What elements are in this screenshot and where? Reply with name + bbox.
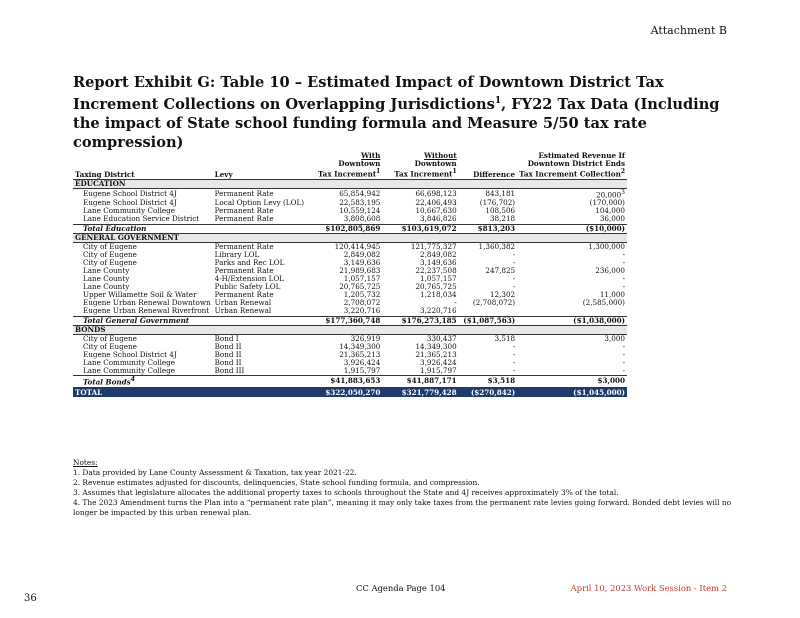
subtotal-without: $103,619,072 (382, 224, 458, 233)
header-with-sup: 1 (376, 168, 381, 176)
header-with-top: With (361, 151, 381, 160)
cell-district: Eugene Urban Renewal Downtown (83, 298, 211, 308)
header-without-sup: 1 (452, 168, 457, 176)
cell-estimated: - (622, 249, 625, 259)
notes-heading: Notes: (73, 458, 98, 467)
header-with-mid: Downtown (338, 159, 381, 169)
cell-levy: Bond II (214, 358, 242, 368)
cell-difference: 108,506 (485, 206, 516, 216)
cell-estimated (517, 307, 627, 316)
cell-district: City of Eugene (83, 257, 137, 267)
cell-with: 21,365,213 (339, 349, 381, 359)
subtotal-difference: $3,518 (459, 376, 517, 388)
cell-district: City of Eugene (83, 249, 137, 259)
cell-without: 121,775,327 (410, 241, 457, 251)
subtotal-label: Total Education (73, 224, 213, 233)
cell-with: 3,808,608 (343, 214, 381, 224)
cell-estimated: - (622, 282, 625, 292)
cell-without: 3,220,716 (420, 306, 457, 316)
cell-with: 120,414,945 (334, 241, 381, 251)
cell-without: 22,237,508 (415, 266, 457, 275)
cell-levy: Permanent Rate (214, 206, 274, 216)
cell-estimated: (170,000) (589, 198, 625, 208)
header-est-top: Estimated Revenue If (538, 151, 625, 160)
cell-without: 20,765,725 (415, 282, 457, 292)
subtotal-levy-empty (213, 316, 306, 325)
cell-with: 3,220,716 (343, 306, 381, 316)
subtotal-label: Total General Government (73, 316, 213, 325)
cell-levy: Permanent Rate (214, 214, 274, 224)
header-without-downtown (382, 152, 458, 179)
header-est-bot: Tax Increment Collection (519, 169, 621, 179)
header-with-bot: Tax Increment (318, 169, 377, 179)
cell-difference: - (512, 349, 516, 359)
subtotal-estimated: $3,000 (517, 376, 627, 388)
cell-estimated: 104,000 (595, 206, 625, 216)
cell-difference: (176,702) (479, 198, 516, 208)
grand-total-row (73, 388, 627, 397)
cell-without: - (454, 298, 457, 308)
subtotal-row-education (73, 224, 627, 233)
cell-without: 3,926,424 (420, 358, 457, 368)
cell-district: Eugene School District 4J (83, 198, 177, 208)
cell-district: City of Eugene (83, 341, 137, 351)
cell-with: 65,854,942 (339, 188, 381, 198)
cell-estimated: 236,000 (595, 266, 625, 275)
cell-difference (459, 307, 517, 316)
cell-with: 10,559,124 (339, 206, 381, 216)
header-difference: Difference (473, 169, 516, 179)
note-item: 3. Assumes that legislature allocates the additional property taxes to schools throughout the State and 4J receives approximately 3% of the total. (73, 488, 619, 497)
cell-without: 330,437 (426, 333, 457, 343)
cell-levy: Bond I (214, 333, 239, 343)
cell-difference: 3,518 (494, 333, 516, 343)
section-label: GENERAL GOVERNMENT (73, 233, 627, 242)
cell-without: 66,698,123 (415, 188, 457, 198)
cell-difference: 38,218 (489, 214, 516, 224)
cell-estimated: - (622, 366, 625, 376)
header-levy: Levy (214, 169, 233, 179)
cell-without: 22,406,493 (415, 198, 457, 208)
section-general-government (73, 233, 627, 242)
header-est-mid: Downtown District Ends (527, 159, 625, 169)
subtotal-difference: ($1,087,563) (459, 316, 517, 325)
header-without-top: Without (424, 151, 457, 160)
total-with: $322,050,270 (306, 388, 382, 397)
title-footnote-ref: 1 (494, 96, 502, 106)
report-title (73, 73, 733, 152)
cell-levy: Local Option Levy (LOL) (214, 198, 305, 208)
cell-with: 2,708,072 (343, 298, 381, 308)
cell-difference: 1,360,382 (478, 241, 516, 251)
cell-estimated: 1,300,000 (588, 241, 625, 251)
section-label: BONDS (73, 325, 627, 334)
subtotal-label (73, 376, 213, 388)
subtotal-without: $41,887,171 (382, 376, 458, 388)
cell-estimated: - (622, 341, 625, 351)
cell-district: City of Eugene (83, 333, 137, 343)
table-header-row (73, 152, 627, 179)
cell-difference: 843,181 (485, 188, 516, 198)
cell-without: 21,365,213 (415, 349, 457, 359)
cell-levy: Parks and Rec LOL (214, 257, 285, 267)
cell-district: Upper Willamette Soil & Water (83, 290, 197, 300)
cell-without: 3,149,636 (420, 257, 457, 267)
cell-difference: 247,825 (485, 266, 516, 275)
note-item: 1. Data provided by Lane County Assessment & Taxation, tax year 2021-22. (73, 468, 357, 477)
cell-without: 1,218,034 (420, 290, 457, 300)
cell-difference: 12,302 (489, 290, 516, 300)
subtotal-estimated: ($10,000) (517, 224, 627, 233)
table-row (73, 367, 627, 376)
section-education (73, 179, 627, 188)
cell-levy: Bond II (214, 341, 242, 351)
cell-district: Lane County (83, 282, 130, 292)
total-without: $321,779,428 (382, 388, 458, 397)
header-with-downtown (306, 152, 382, 179)
cell-with: 21,989,683 (339, 266, 381, 275)
footer-session-label: April 10, 2023 Work Session - Item 2 (570, 583, 727, 593)
attachment-label: Attachment B (650, 24, 727, 37)
subtotal-label-text: Total Bonds (83, 377, 131, 387)
cell-estimated: - (622, 349, 625, 359)
cell-with: 3,149,636 (343, 257, 381, 267)
cell-with: 1,915,797 (343, 366, 381, 376)
cell-difference: - (512, 282, 516, 292)
cell-estimated: (2,585,000) (582, 298, 625, 308)
subtotal-estimated: ($1,038,000) (517, 316, 627, 325)
header-without-bot: Tax Increment (394, 169, 453, 179)
header-estimated-revenue (517, 152, 627, 179)
cell-estimated-value: 20,000 (596, 190, 622, 200)
cell-estimated: - (622, 257, 625, 267)
cell-with: 22,583,195 (339, 198, 381, 208)
title-part-a: Report Exhibit G: Table 10 – Estimated Impact of Downtown District Tax Increment Collections on Overlapping Jurisdictions (73, 74, 664, 113)
cell-difference: - (512, 341, 516, 351)
cell-district: Eugene Urban Renewal Riverfront (83, 306, 210, 316)
cell-district: Lane Community College (83, 358, 176, 368)
cell-levy: 4-H/Extension LOL (214, 274, 285, 284)
cell-levy: Bond III (214, 366, 245, 376)
footer-agenda-page: CC Agenda Page 104 (356, 583, 446, 593)
cell-levy: Urban Renewal (214, 298, 272, 308)
cell-district: Eugene School District 4J (83, 188, 177, 198)
cell-difference: - (512, 366, 516, 376)
subtotal-with: $102,805,869 (306, 224, 382, 233)
cell-without: 1,915,797 (420, 366, 457, 376)
section-label: EDUCATION (73, 179, 627, 188)
subtotal-levy-empty (213, 376, 306, 388)
cell-levy: Permanent Rate (214, 266, 274, 275)
cell-difference: - (512, 274, 516, 284)
cell-difference: - (512, 257, 516, 267)
subtotal-row-general-government (73, 316, 627, 325)
subtotal-levy-empty (213, 224, 306, 233)
cell-levy: Permanent Rate (214, 188, 274, 198)
cell-estimated-footnote: 3 (621, 188, 625, 196)
cell-district: Lane Community College (83, 206, 176, 216)
header-taxing-district: Taxing District (75, 169, 135, 179)
cell-levy: Library LOL (214, 249, 260, 259)
cell-with: 3,926,424 (343, 358, 381, 368)
cell-with: 326,919 (350, 333, 381, 343)
cell-levy: Urban Renewal (214, 306, 272, 316)
subtotal-with: $41,883,653 (306, 376, 382, 388)
cell-with: 2,849,082 (343, 249, 381, 259)
cell-difference: - (512, 358, 516, 368)
cell-with: 20,765,725 (339, 282, 381, 292)
cell-estimated: - (622, 274, 625, 284)
total-estimated: ($1,045,000) (517, 388, 627, 397)
notes-section (73, 458, 733, 518)
total-levy-empty (213, 388, 306, 397)
cell-difference: (2,708,072) (472, 298, 516, 308)
total-difference: ($270,842) (459, 388, 517, 397)
title-part-b: , FY22 Tax Data (Including the impact of State school funding formula and Measure 5/50 tax rate compression) (73, 95, 720, 151)
cell-without: 14,349,300 (415, 341, 457, 351)
tax-impact-table (73, 152, 627, 397)
subtotal-without: $176,273,185 (382, 316, 458, 325)
header-est-sup: 2 (620, 168, 625, 176)
cell-levy: Public Safety LOL (214, 282, 281, 292)
cell-without: 3,846,826 (420, 214, 457, 224)
cell-estimated: 11,000 (599, 290, 625, 300)
cell-without: 1,057,157 (420, 274, 457, 284)
cell-without: 10,667,630 (415, 206, 457, 216)
cell-district: Lane Community College (83, 366, 176, 376)
cell-levy: Permanent Rate (214, 290, 274, 300)
cell-difference: - (512, 249, 516, 259)
table-row (73, 307, 627, 316)
cell-levy: Permanent Rate (214, 241, 274, 251)
subtotal-with: $177,360,748 (306, 316, 382, 325)
cell-district: City of Eugene (83, 241, 137, 251)
table-row (73, 215, 627, 224)
cell-estimated: 3,000 (604, 333, 625, 343)
page-number: 36 (24, 593, 37, 604)
note-item: 2. Revenue estimates adjusted for discounts, delinquencies, State school funding formula, and compression. (73, 478, 480, 487)
note-item: 4. The 2023 Amendment turns the Plan into a “permanent rate plan”, meaning it may only take taxes from the permanent rate levies going forward. Bonded debt levies will no longer be impacted by this urban renewal plan. (73, 498, 732, 517)
cell-district: Eugene School District 4J (83, 349, 177, 359)
cell-with: 1,057,157 (343, 274, 381, 284)
subtotal-row-bonds (73, 376, 627, 388)
cell-district: Lane County (83, 274, 130, 284)
total-label: TOTAL (73, 388, 213, 397)
subtotal-footnote: 4 (130, 376, 135, 384)
cell-without: 2,849,082 (420, 249, 457, 259)
cell-with: 1,205,732 (343, 290, 381, 300)
cell-with: 14,349,300 (339, 341, 381, 351)
section-bonds (73, 325, 627, 334)
cell-district: Lane County (83, 266, 130, 275)
cell-district: Lane Education Service District (83, 214, 200, 224)
cell-estimated: 36,000 (599, 214, 625, 224)
header-without-mid: Downtown (414, 159, 457, 169)
subtotal-difference: $813,203 (459, 224, 517, 233)
cell-estimated: - (622, 358, 625, 368)
cell-levy: Bond II (214, 349, 242, 359)
